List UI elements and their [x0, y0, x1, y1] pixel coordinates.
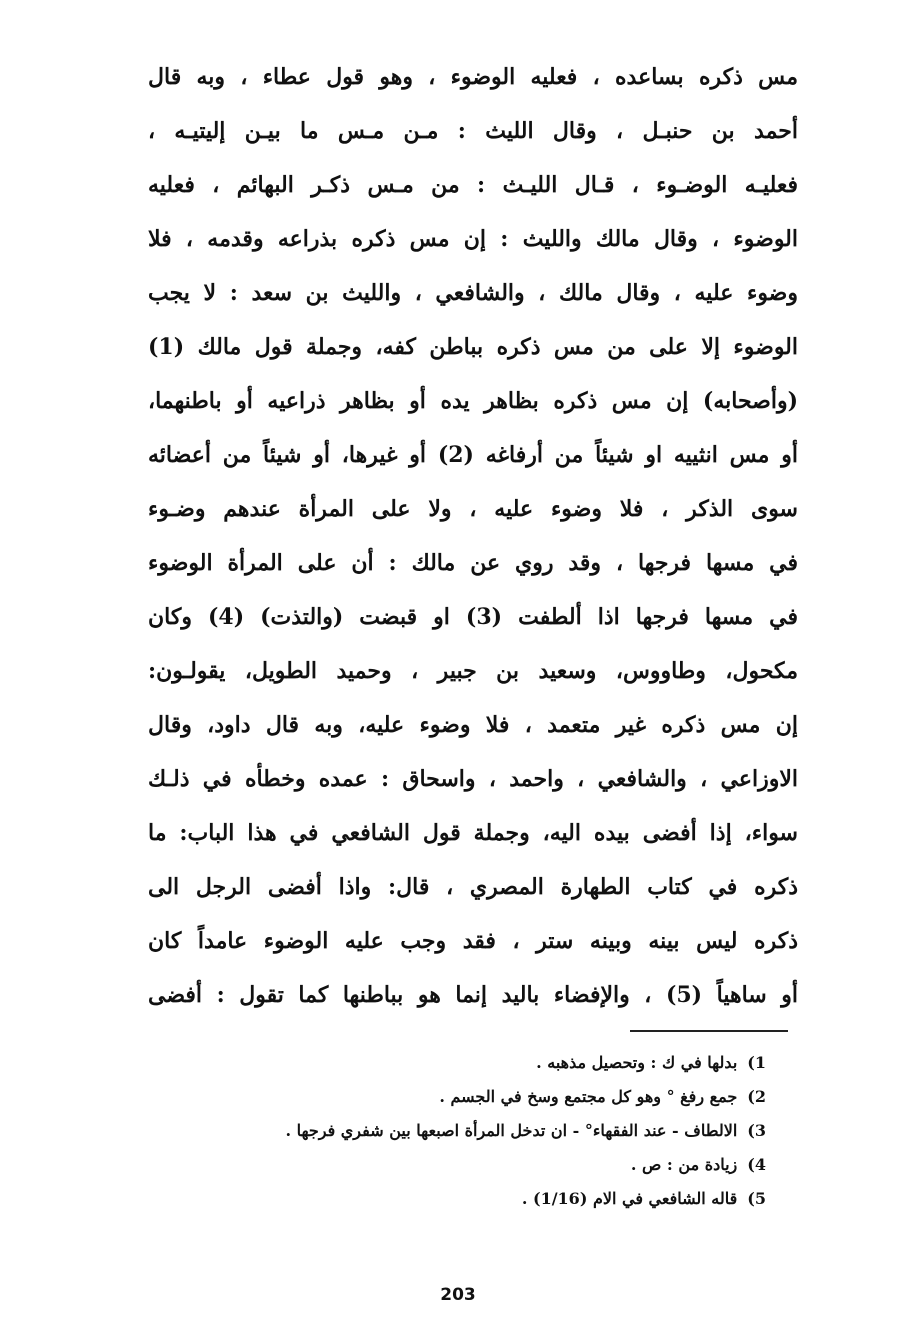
footnote-number: 5) [747, 1189, 766, 1208]
text-line: وضوء عليه ، وقال مالك ، والشافعي ، والليث بن سعد : لا يجب [148, 280, 798, 306]
footnote-text: بدلها في ك : وتحصيل مذهبه . [536, 1053, 738, 1072]
text-line: ذكره ليس بينه وبينه ستر ، فقد وجب عليه الوضوء عامداً كان [148, 928, 798, 954]
footnote-text: زيادة من : ص . [630, 1155, 738, 1174]
text-line: أو مس انثييه او شيئاً من أرفاغه (2) أو غيرها، أو شيئاً من أعضائه [148, 442, 798, 468]
text-line: الاوزاعي ، والشافعي ، واحمد ، واسحاق : عمده وخطأه في ذلـك [148, 766, 798, 792]
text-line: في مسها فرجها اذا ألطفت (3) او قبضت (والتذت) (4) وكان [148, 604, 798, 630]
text-line: في مسها فرجها ، وقد روي عن مالك : أن على المرأة الوضوء [148, 550, 798, 576]
footnote-divider [630, 1030, 788, 1032]
text-line: ذكره في كتاب الطهارة المصري ، قال: واذا أفضى الرجل الى [148, 874, 798, 900]
text-line: إن مس ذكره غير متعمد ، فلا وضوء عليه، وبه قال داود، وقال [148, 712, 798, 738]
footnote-item [126, 1046, 766, 1080]
text-line: فعليـه الوضـوء ، قـال الليـث : من مـس ذكـر البهائم ، فعليه [148, 172, 798, 198]
text-line: مس ذكره بساعده ، فعليه الوضوء ، وهو قول عطاء ، وبه قال [148, 64, 798, 90]
footnote-item [126, 1182, 766, 1216]
footnote-number: 4) [747, 1155, 766, 1174]
footnote-item [126, 1114, 766, 1148]
text-line: سواء، إذا أفضى بيده اليه، وجملة قول الشافعي في هذا الباب: ما [148, 820, 798, 846]
footnote-number: 2) [747, 1087, 766, 1106]
main-text [148, 50, 798, 1022]
text-line: الوضوء ، وقال مالك والليث : إن مس ذكره بذراعه وقدمه ، فلا [148, 226, 798, 252]
footnote-item [126, 1148, 766, 1182]
text-line: أو ساهياً (5) ، والإفضاء باليد إنما هو بباطنها كما تقول : أفضى [148, 982, 798, 1008]
footnote-number: 1) [747, 1053, 766, 1072]
footnote-item [126, 1080, 766, 1114]
text-line: أحمد بن حنبـل ، وقال الليث : مـن مـس ما بيـن إليتيـه ، [148, 118, 798, 144]
footnote-text: قاله الشافعي في الام (1/16) . [521, 1189, 738, 1208]
text-line: الوضوء إلا على من مس ذكره بباطن كفه، وجملة قول مالك (1) [148, 334, 798, 360]
footnote-number: 3) [747, 1121, 766, 1140]
text-line: سوى الذكر ، فلا وضوء عليه ، ولا على المرأة عندهم وضـوء [148, 496, 798, 522]
footnote-text: جمع رفغ ° وهو كل مجتمع وسخ في الجسم . [439, 1087, 738, 1106]
text-line: مكحول، وطاووس، وسعيد بن جبير ، وحميد الطويل، يقولـون: [148, 658, 798, 684]
footnote-text: الالطاف - عند الفقهاء° - ان تدخل المرأة اصبعها بين شفري فرجها . [285, 1121, 738, 1140]
page-number: 203 [440, 1285, 476, 1305]
text-line: (وأصحابه) إن مس ذكره بظاهر يده أو بظاهر ذراعيه أو باطنهما، [148, 388, 798, 414]
footnotes [126, 1046, 766, 1216]
